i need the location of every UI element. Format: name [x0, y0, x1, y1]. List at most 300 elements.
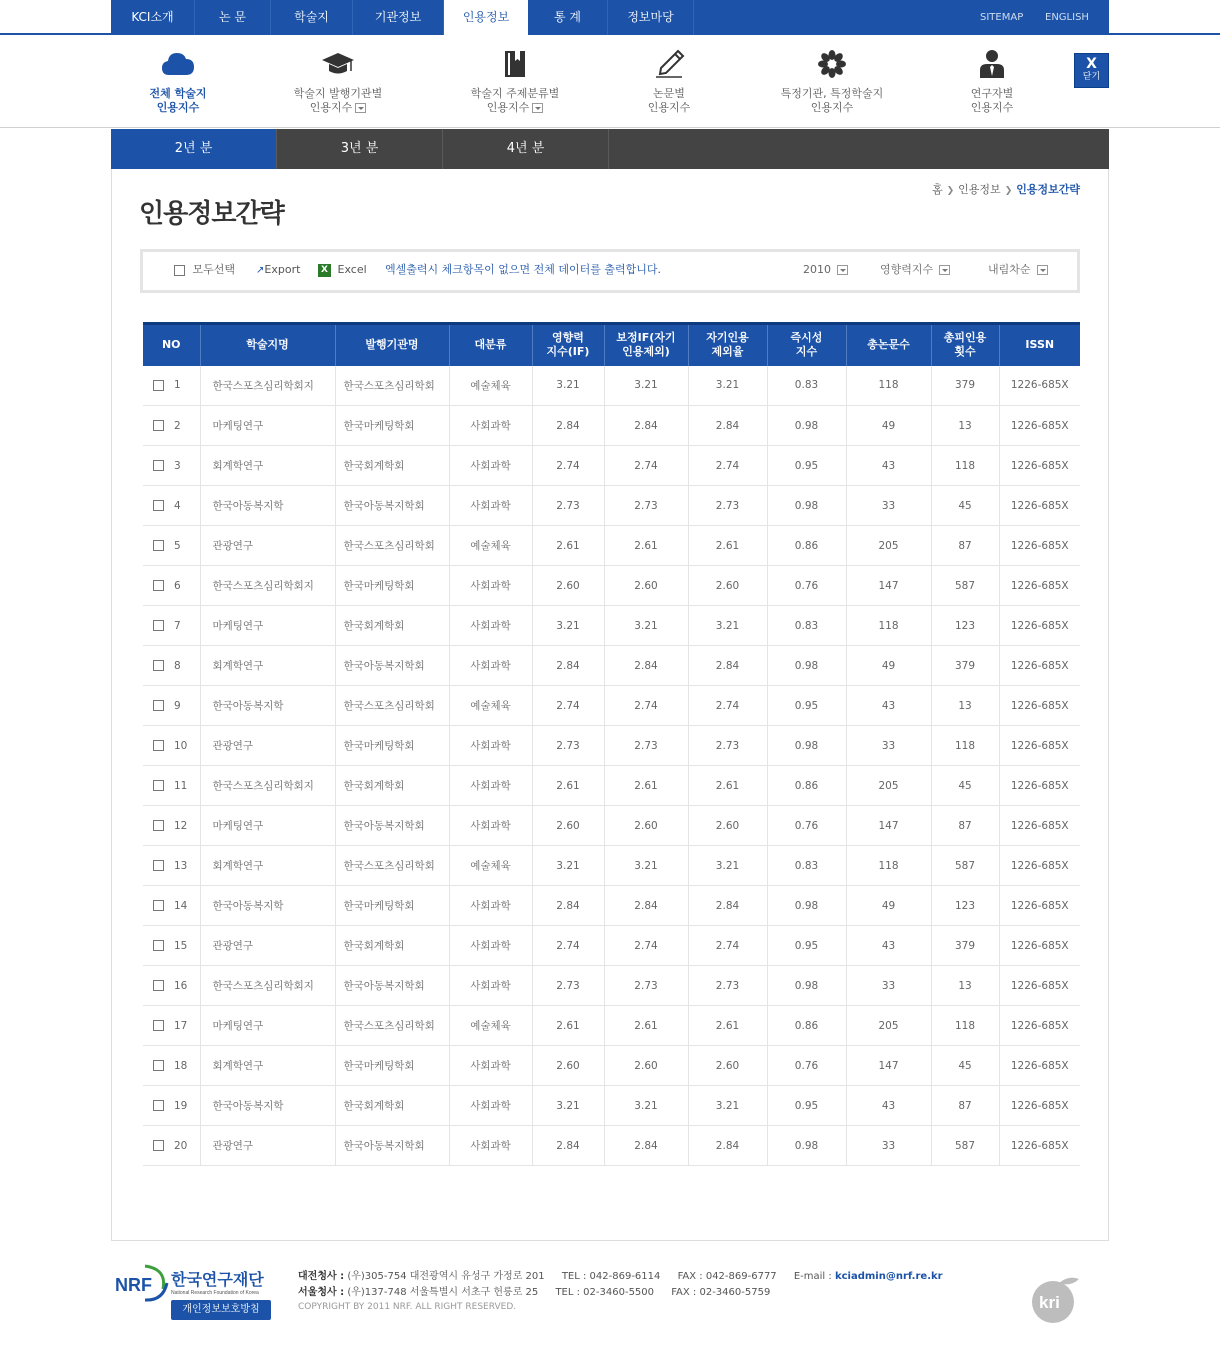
row-checkbox[interactable] [153, 580, 164, 591]
journal-name-link[interactable]: 회계학연구 [212, 460, 264, 472]
table-cell [688, 566, 767, 606]
menu-statistics[interactable]: 통 계 [528, 0, 608, 35]
cell-value: 2.84 [556, 659, 580, 672]
journal-name-link[interactable]: 한국아동복지학 [212, 500, 284, 512]
table-cell [999, 1006, 1080, 1046]
table-cell [767, 1086, 846, 1126]
row-checkbox[interactable] [153, 660, 164, 671]
table-row[interactable] [143, 566, 1080, 606]
cell-value: 한국스포츠심리학회 [343, 860, 435, 872]
tab-2-years[interactable]: 2년 분 [111, 129, 277, 169]
journal-name-link[interactable]: 마케팅연구 [212, 820, 264, 832]
cell-value: 2.84 [634, 1139, 658, 1152]
cell-value: 2.74 [634, 459, 658, 472]
table-cell [604, 686, 688, 726]
subnav-by-researcher[interactable] [917, 49, 1067, 115]
cell-value: 123 [954, 619, 976, 632]
menu-kci-intro[interactable]: KCI소개 [111, 0, 195, 35]
cell-value: 예술체육 [470, 1020, 511, 1032]
table-row[interactable] [143, 1046, 1080, 1086]
seoul-fax: FAX : 02-3460-5759 [671, 1287, 771, 1298]
table-cell [335, 806, 449, 846]
breadcrumb-section[interactable]: 인용정보 [958, 183, 1001, 196]
cell-value: 2.84 [634, 659, 658, 672]
menu-info-plaza[interactable]: 정보마당 [608, 0, 694, 35]
table-cell [846, 486, 931, 526]
row-checkbox[interactable] [153, 740, 164, 751]
table-cell [688, 486, 767, 526]
journal-name-link[interactable]: 한국스포츠심리학회지 [212, 980, 314, 992]
cell-value: 0.98 [794, 739, 819, 752]
select-all-control[interactable] [174, 263, 235, 277]
row-checkbox[interactable] [153, 860, 164, 871]
cell-value: 123 [954, 899, 976, 912]
column-header-text: 지수(IF) [546, 345, 590, 359]
row-checkbox[interactable] [153, 420, 164, 431]
row-checkbox[interactable] [153, 1060, 164, 1071]
journal-name-link[interactable]: 마케팅연구 [212, 620, 264, 632]
table-row[interactable] [143, 1126, 1080, 1166]
table-cell [604, 1046, 688, 1086]
kri-apple-icon [1029, 1275, 1083, 1325]
table-cell [335, 766, 449, 806]
cell-value: 118 [954, 1019, 976, 1032]
journal-name-link[interactable]: 마케팅연구 [212, 1020, 264, 1032]
list-toolbar [140, 249, 1080, 293]
table-cell [449, 1046, 532, 1086]
journal-name-link[interactable]: 관광연구 [212, 940, 254, 952]
daejeon-label: 대전청사 : [298, 1271, 345, 1282]
table-cell [688, 1006, 767, 1046]
table-cell [688, 846, 767, 886]
export-button[interactable] [256, 263, 300, 278]
chevron-down-icon[interactable] [355, 103, 366, 113]
table-cell [999, 886, 1080, 926]
cell-value: 13 [958, 699, 972, 712]
cell-value: 2.61 [556, 539, 580, 552]
cell-value: 1226-685X [1010, 699, 1069, 712]
table-cell [604, 886, 688, 926]
journal-name-link[interactable]: 관광연구 [212, 540, 254, 552]
subnav-all-journals[interactable] [103, 49, 253, 115]
row-checkbox[interactable] [153, 500, 164, 511]
journal-name-link[interactable]: 회계학연구 [212, 860, 264, 872]
table-row[interactable] [143, 646, 1080, 686]
top-navigation [0, 0, 1220, 35]
column-header-text: 즉시성 [790, 331, 823, 345]
table-row[interactable] [143, 526, 1080, 566]
table-row[interactable] [143, 1006, 1080, 1046]
subnav-by-article[interactable] [594, 49, 744, 115]
subnav-label-line2: 인용지수 [156, 101, 200, 114]
nrf-name-en: National Research Foundation of Korea [171, 1290, 259, 1296]
subnav-label-line2: 인용지수 [810, 101, 854, 114]
table-cell [999, 846, 1080, 886]
table-row[interactable] [143, 1086, 1080, 1126]
cell-value: 1226-685X [1010, 779, 1069, 792]
table-cell [449, 366, 532, 406]
seoul-tel: TEL : 02-3460-5500 [555, 1287, 655, 1298]
cell-value: 0.76 [794, 579, 819, 592]
journal-name-link[interactable]: 한국스포츠심리학회지 [212, 580, 314, 592]
cell-value: 2.74 [715, 699, 740, 712]
row-checkbox[interactable] [153, 940, 164, 951]
cell-value: 14 [174, 899, 188, 912]
column-header-text: 발행기관명 [365, 338, 419, 352]
table-cell [449, 806, 532, 846]
chevron-down-icon [939, 265, 950, 275]
table-cell [143, 366, 200, 406]
year-select[interactable] [803, 263, 848, 277]
cell-value: 205 [878, 779, 899, 792]
table-cell [532, 1086, 604, 1126]
cell-value: 2.84 [556, 1139, 580, 1152]
menu-citation-info[interactable]: 인용정보 [444, 0, 528, 35]
cell-value: 2 [174, 419, 181, 432]
journal-name-link[interactable]: 한국아동복지학 [212, 700, 284, 712]
table-cell [532, 686, 604, 726]
journal-name-link[interactable]: 회계학연구 [212, 1060, 264, 1072]
cell-value: 11 [174, 779, 188, 792]
table-cell [999, 926, 1080, 966]
row-checkbox[interactable] [153, 780, 164, 791]
table-row[interactable] [143, 726, 1080, 766]
table-cell [200, 766, 335, 806]
subnav-label-line1: 학술지 주제분류별 [470, 87, 560, 100]
cell-value: 20 [174, 1139, 188, 1152]
cell-value: 2.74 [715, 459, 740, 472]
english-link[interactable]: ENGLISH [1045, 12, 1089, 23]
cell-value: 2.61 [634, 1019, 658, 1032]
cell-value: 49 [881, 659, 896, 672]
table-cell [999, 766, 1080, 806]
row-checkbox[interactable] [153, 1140, 164, 1151]
journal-name-link[interactable]: 마케팅연구 [212, 420, 264, 432]
breadcrumb-home[interactable]: 홈 [931, 183, 943, 196]
table-cell [767, 846, 846, 886]
column-header-text: 총피인용 [943, 331, 987, 345]
table-cell [931, 406, 999, 446]
order-select[interactable] [988, 263, 1048, 277]
table-cell [449, 606, 532, 646]
subnav-label-line2: 인용지수 [647, 101, 691, 114]
cell-value: 2.73 [634, 979, 658, 992]
cell-value: 2.60 [556, 819, 580, 832]
table-cell [335, 1006, 449, 1046]
journal-name-link[interactable]: 한국스포츠심리학회지 [212, 379, 314, 392]
table-cell [200, 926, 335, 966]
cell-value: 3.21 [634, 619, 658, 632]
cell-value: 사회과학 [470, 820, 511, 832]
menu-articles[interactable]: 논 문 [195, 0, 271, 35]
cell-value: 3.21 [556, 1099, 580, 1112]
table-cell [335, 966, 449, 1006]
row-checkbox[interactable] [153, 980, 164, 991]
menu-journals[interactable]: 학술지 [271, 0, 353, 35]
table-cell [143, 846, 200, 886]
cell-value: 0.95 [794, 699, 819, 712]
table-cell [200, 886, 335, 926]
cell-value: 사회과학 [470, 980, 511, 992]
table-cell [200, 406, 335, 446]
journal-name-link[interactable]: 관광연구 [212, 740, 254, 752]
table-cell [335, 886, 449, 926]
metric-select[interactable] [880, 263, 950, 277]
cell-value: 2.74 [556, 939, 580, 952]
cell-value: 2.61 [715, 1019, 740, 1032]
table-cell [200, 726, 335, 766]
cell-value: 1226-685X [1010, 1139, 1069, 1152]
sitemap-link[interactable]: SITEMAP [980, 12, 1024, 23]
journal-name-link[interactable]: 회계학연구 [212, 660, 264, 672]
table-cell [335, 1046, 449, 1086]
table-cell [200, 686, 335, 726]
cell-value: 118 [954, 459, 976, 472]
cell-value: 0.95 [794, 459, 819, 472]
kri-logo [1029, 1275, 1083, 1328]
email-label: E-mail : [793, 1271, 832, 1282]
table-cell [846, 446, 931, 486]
subnav-specific[interactable] [757, 49, 907, 115]
row-checkbox[interactable] [153, 620, 164, 631]
cell-value: 사회과학 [470, 460, 511, 472]
table-cell [767, 486, 846, 526]
chevron-right-icon: ❯ [946, 186, 955, 196]
table-cell [846, 846, 931, 886]
row-checkbox[interactable] [153, 1100, 164, 1111]
table-cell [688, 606, 767, 646]
table-cell [532, 846, 604, 886]
cell-value: 379 [954, 659, 976, 672]
table-row[interactable] [143, 366, 1080, 406]
sub-navigation [0, 35, 1220, 128]
cell-value: 2.61 [556, 779, 580, 792]
cell-value: 한국회계학회 [343, 460, 405, 472]
cell-value: 8 [174, 659, 181, 672]
cell-value: 87 [958, 1099, 972, 1112]
table-cell [449, 766, 532, 806]
daejeon-address [298, 1267, 943, 1282]
cell-value: 한국스포츠심리학회 [343, 540, 435, 552]
table-cell [604, 526, 688, 566]
graduation-cap-icon [321, 49, 355, 79]
table-cell [604, 366, 688, 406]
cell-value: 한국마케팅학회 [343, 580, 415, 592]
table-cell [999, 1126, 1080, 1166]
table-cell [604, 726, 688, 766]
cell-value: 2.74 [634, 939, 658, 952]
row-checkbox[interactable] [153, 900, 164, 911]
email-link[interactable]: kciadmin@nrf.re.kr [834, 1271, 943, 1282]
table-cell [200, 566, 335, 606]
table-cell [143, 486, 200, 526]
table-cell [999, 486, 1080, 526]
column-header-text: 총논문수 [867, 338, 910, 352]
table-cell [449, 926, 532, 966]
subnav-by-subject[interactable] [440, 49, 590, 115]
row-checkbox[interactable] [153, 460, 164, 471]
column-header [532, 324, 604, 366]
row-checkbox[interactable] [153, 540, 164, 551]
privacy-policy-button[interactable]: 개인정보보호방침 [171, 1300, 271, 1320]
cell-value: 1226-685X [1010, 499, 1069, 512]
journal-name-link[interactable]: 한국아동복지학 [212, 900, 284, 912]
seoul-addr: (우)137-748 서울특별시 서초구 헌릉로 25 [347, 1287, 539, 1298]
cell-value: 0.98 [794, 899, 819, 912]
table-cell [931, 926, 999, 966]
table-cell [999, 806, 1080, 846]
tab-3-years[interactable]: 3년 분 [277, 129, 443, 169]
daejeon-addr: (우)305-754 대전광역시 유성구 가정로 201 [347, 1271, 545, 1282]
table-cell [931, 726, 999, 766]
table-cell [200, 366, 335, 406]
close-button[interactable] [1074, 53, 1109, 88]
subnav-label-line2: 인용지수 [309, 101, 353, 114]
subnav-by-publisher[interactable] [263, 49, 413, 115]
table-cell [532, 926, 604, 966]
table-cell [767, 566, 846, 606]
table-cell [532, 526, 604, 566]
cell-value: 13 [174, 859, 188, 872]
table-cell [846, 966, 931, 1006]
column-header-text: 제외율 [711, 345, 744, 359]
column-header-text: NO [161, 338, 181, 352]
table-cell [688, 806, 767, 846]
journal-name-link[interactable]: 한국아동복지학 [212, 1100, 284, 1112]
column-header [767, 324, 846, 366]
table-row[interactable] [143, 966, 1080, 1006]
excel-icon: X [318, 264, 331, 277]
table-cell [688, 406, 767, 446]
table-cell [604, 446, 688, 486]
table-cell [200, 806, 335, 846]
table-cell [846, 1006, 931, 1046]
flower-icon [815, 49, 849, 79]
column-header [999, 324, 1080, 366]
period-tabs [111, 129, 1109, 169]
table-cell [931, 606, 999, 646]
table-row[interactable] [143, 886, 1080, 926]
cell-value: 7 [174, 619, 181, 632]
table-cell [767, 526, 846, 566]
seoul-label: 서울청사 : [298, 1287, 345, 1298]
table-cell [335, 526, 449, 566]
journal-name-link[interactable]: 관광연구 [212, 1140, 254, 1152]
subnav-label-line1: 논문별 [653, 87, 685, 100]
table-cell [143, 566, 200, 606]
table-row[interactable] [143, 766, 1080, 806]
cell-value: 13 [958, 979, 972, 992]
nrf-abbr: NRF [115, 1275, 152, 1295]
table-cell [846, 926, 931, 966]
column-header-text: 영향력 [552, 331, 584, 345]
row-checkbox[interactable] [153, 700, 164, 711]
table-row[interactable] [143, 846, 1080, 886]
table-cell [931, 1086, 999, 1126]
table-cell [200, 606, 335, 646]
table-row[interactable] [143, 446, 1080, 486]
table-cell [532, 726, 604, 766]
cell-value: 45 [958, 499, 972, 512]
select-all-label: 모두선택 [192, 263, 236, 276]
row-checkbox[interactable] [153, 820, 164, 831]
table-row[interactable] [143, 926, 1080, 966]
row-checkbox[interactable] [153, 1020, 164, 1031]
table-cell [532, 646, 604, 686]
table-cell [688, 1086, 767, 1126]
cell-value: 45 [958, 1059, 972, 1072]
cell-value: 87 [958, 539, 972, 552]
cell-value: 12 [174, 819, 188, 832]
cell-value: 한국아동복지학회 [343, 1140, 425, 1152]
cell-value: 16 [174, 979, 188, 992]
table-cell [532, 766, 604, 806]
column-header [200, 324, 335, 366]
table-cell [143, 926, 200, 966]
cell-value: 3.21 [634, 859, 658, 872]
table-cell [532, 966, 604, 1006]
chevron-down-icon[interactable] [532, 103, 543, 113]
table-cell [532, 806, 604, 846]
table-row[interactable] [143, 686, 1080, 726]
cell-value: 사회과학 [470, 1060, 511, 1072]
cell-value: 2.60 [715, 579, 740, 592]
table-row[interactable] [143, 406, 1080, 446]
excel-button[interactable] [318, 263, 367, 277]
cell-value: 2.61 [715, 539, 740, 552]
table-cell [200, 1046, 335, 1086]
table-cell [200, 966, 335, 1006]
cell-value: 사회과학 [470, 780, 511, 792]
cell-value: 2.73 [556, 739, 580, 752]
table-row[interactable] [143, 486, 1080, 526]
table-cell [767, 686, 846, 726]
tab-4-years[interactable]: 4년 분 [443, 129, 609, 169]
cell-value: 147 [878, 819, 899, 832]
table-row[interactable] [143, 606, 1080, 646]
cell-value: 3.21 [556, 379, 580, 392]
cell-value: 49 [881, 899, 896, 912]
table-cell [143, 646, 200, 686]
cell-value: 2.60 [556, 579, 580, 592]
table-cell [846, 566, 931, 606]
cell-value: 587 [954, 1139, 976, 1152]
table-cell [688, 526, 767, 566]
table-cell [999, 566, 1080, 606]
table-cell [200, 646, 335, 686]
table-cell [143, 526, 200, 566]
copyright: COPYRIGHT BY 2011 NRF. ALL RIGHT RESERVED. [298, 1302, 517, 1312]
cell-value: 33 [881, 739, 896, 752]
table-cell [931, 766, 999, 806]
table-cell [449, 646, 532, 686]
row-checkbox[interactable] [153, 380, 164, 391]
table-row[interactable] [143, 806, 1080, 846]
column-header [335, 324, 449, 366]
cell-value: 2.74 [634, 699, 658, 712]
select-all-checkbox[interactable] [174, 265, 185, 276]
cell-value: 0.83 [794, 379, 819, 392]
column-header-text: 지수 [795, 345, 818, 359]
table-body [143, 366, 1080, 1166]
page-title: 인용정보간략 [139, 199, 284, 229]
journal-name-link[interactable]: 한국스포츠심리학회지 [212, 780, 314, 792]
table-cell [532, 886, 604, 926]
table-cell [200, 486, 335, 526]
menu-institutions[interactable]: 기관정보 [353, 0, 444, 35]
table-cell [143, 446, 200, 486]
close-icon: X [1086, 56, 1097, 72]
